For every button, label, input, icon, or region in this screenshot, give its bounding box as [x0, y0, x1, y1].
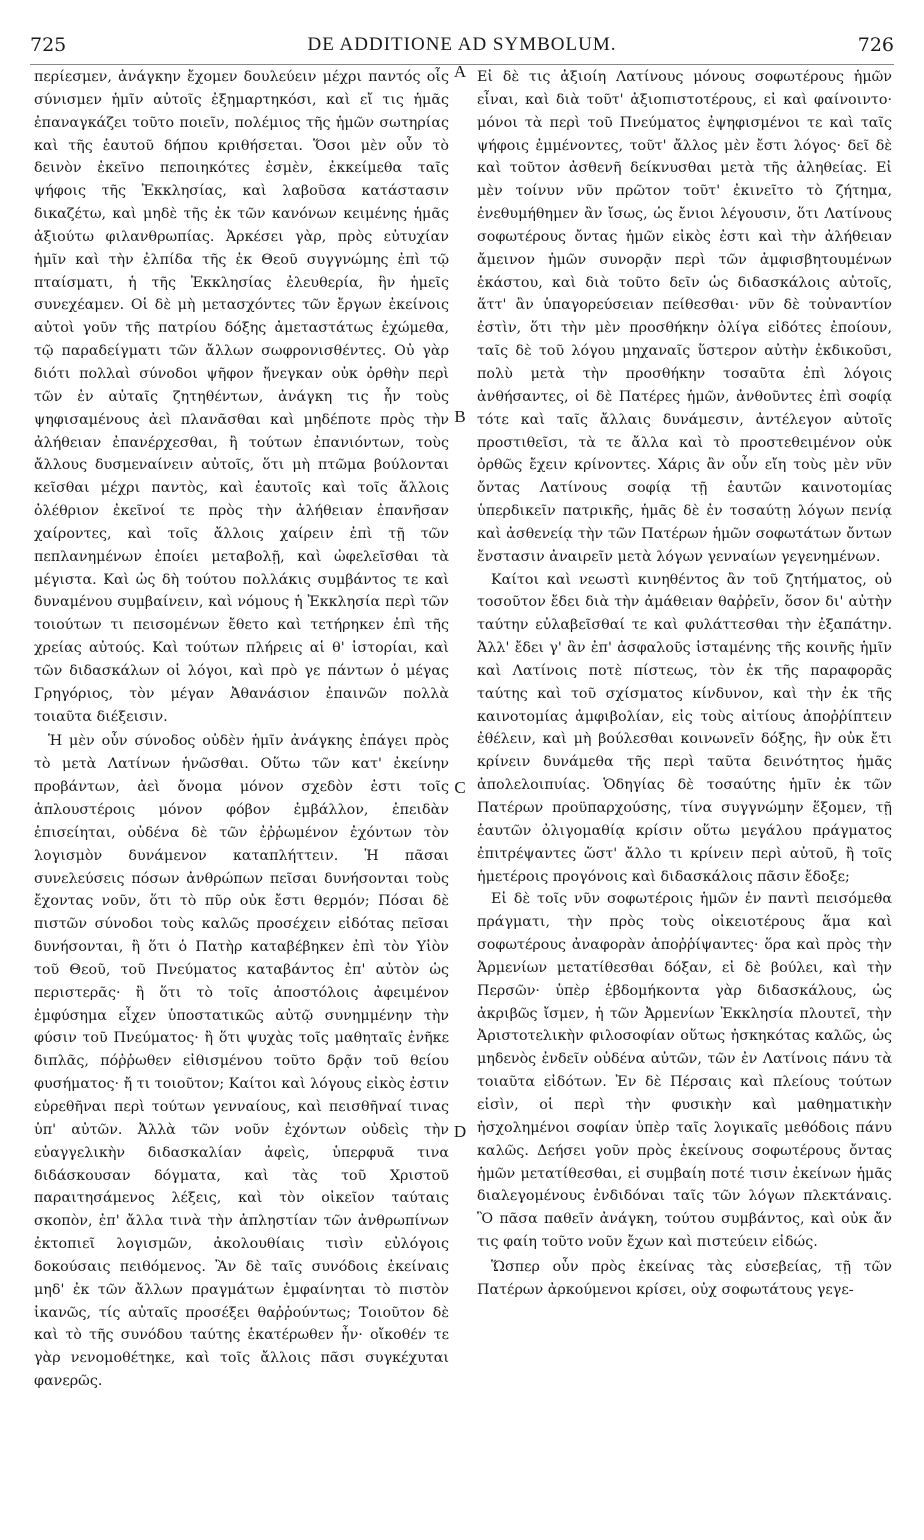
paragraph: Καίτοι καὶ νεωστὶ κινηθέντος ἂν τοῦ ζητήματος, οὐ τοσοῦτον ἔδει διὰ τὴν ἀμάθειαν θαῤῥεῖν, ὅσον δι' αὐτὴν ταύτην εὐλαβεῖσθαί τε καὶ φυλάττεσθαι τὴν ἐξαπάτην. Ἀλλ' ἔδει γ' ἂν ἐπ' ἀσφαλοῦς ἱσταμένης τῆς κοινῆς ἡμῖν καὶ Λατίνοις ποτὲ πίστεως, τὸν ἐκ τῆς παραφορᾶς ταύτης καὶ τοῦ σχίσματος κίνδυνον, καὶ τὴν ἐκ τῆς καινοτομίας ἀμφιβολίαν, εἰς τοὺς αἰτίους ἀποῤῥίπτειν ἐθέλειν, καὶ μὴ βούλεσθαι κοινωνεῖν δόξης, ἣν οὐκ ἔτι κρίνειν δυνάμεθα τῆς περὶ ταῦτα δεινότητος ἡμᾶς ἀπολελοιπυίας. Ὁδηγίας δὲ τοσαύτης ἡμῖν ἐκ τῶν Πατέρων προϋπαρχούσης, τίνα συγγνώμην ἕξομεν, τῇ ἑαυτῶν ὀλιγομαθίᾳ κρίσιν οὕτω μεγάλου πράγματος ἐπιτρέψαντες ὥστ' ἄλλο τι κρίνειν περὶ αὐτοῦ, ἢ τοῖς ἡμετέροις προγόνοις καὶ διδασκάλοις πᾶσιν ἔδοξε; — [477, 571, 892, 885]
margin-marker-d: D — [453, 1122, 467, 1141]
left-column — [34, 66, 449, 1393]
right-column — [477, 66, 892, 1302]
page-header — [30, 34, 894, 65]
margin-marker-a: A — [453, 62, 467, 81]
paragraph: Εἰ δὲ τις ἀξιοίη Λατίνους μόνους σοφωτέρους ἡμῶν εἶναι, καὶ διὰ τοῦτ' ἀξιοπιστοτέρους, εἰ καὶ φαίνοιντο· μόνοι τὰ περὶ τοῦ Πνεύματος ἐψηφισμένοι τε καὶ ταῖς ψήφοις ἐμμένοντες, τοῦτ' ἄλλος μὲν ἔστι λόγος· δεῖ δὲ καὶ τοῦτον ἀσθενῆ δείκνυσθαι μετὰ τῆς ἀληθείας. Εἰ μὲν τοίνυν νῦν πρῶτον τοῦτ' ἐκινεῖτο τὸ ζήτημα, ἐνεθυμήθημεν ἂν ἴσως, ὡς ἔνιοι λέγουσιν, ὅτι Λατίνους σοφωτέρους ὄντας ἡμῶν εἰκὸς ἐστι καὶ τὴν ἀλήθειαν ἄμεινον ἡμῶν συνορᾷν περὶ τῶν ἀμφισβητουμένων ἑκάστου, καὶ διὰ τοῦτο δεῖν ὡς διδασκάλοις αὐτοῖς, ἅττ' ἂν ὑπαγορεύσειαν πείθεσθαι· νῦν δὲ τοὐναντίον ἐστὶν, ὅτι τὴν μὲν προσθήκην ὀλίγα εἰδότες ἐποίουν, ταῖς δὲ τοῦ λόγου μηχαναῖς ὕστερον αὐτὴν ἐκδικοῦσι, πολὺ μετὰ τὴν προσθήκην τοσαῦτα ἐπὶ λόγοις ἀνθήσαντες, οἱ δὲ Πατέρες ἡμῶν, ἀνθοῦντες ἐπὶ σοφίᾳ τότε καὶ ταῖς ἄλλαις δυνάμεσιν, ἀντέλεγον αὐτοῖς προστιθεῖσι, τὰ τε ἄλλα καὶ τὸ προστεθειμένον οὐκ ὀρθῶς ἔχειν κρίνοντες. Χάρις ἂν οὖν εἴη τοὺς μὲν νῦν ὄντας Λατίνους σοφίᾳ τῇ ἑαυτῶν καινοτομίας ὑπερδικεῖν πατρικῆς, ἡμᾶς δὲ ἐν τοσαύτῃ λόγων πενίᾳ καὶ ἀσθενείᾳ τὴν τῶν Πατέρων ἡμῶν σοφωτάτων ὄντων ἔνστασιν ἀναιρεῖν μετὰ λόγων γενναίων γεγενημένων. — [477, 69, 892, 565]
margin-marker-c: C — [454, 778, 466, 797]
page-number-right: 726 — [857, 34, 894, 56]
margin-marker-b: B — [454, 407, 466, 426]
paragraph: Ὥσπερ οὖν πρὸς ἐκείνας τὰς εὐσεβείας, τῇ τῶν Πατέρων ἀρκούμενοι κρίσει, οὐχ σοφωτάτους γεγε- — [477, 1258, 892, 1298]
paragraph: Εἰ δὲ τοῖς νῦν σοφωτέροις ἡμῶν ἐν παντὶ πεισόμεθα πράγματι, τὴν πρὸς τοὺς οἰκειοτέρους ἅμα καὶ σοφωτέρους ἀναφορὰν ἀποῤῥίψαντες· ὅρα καὶ πρὸς τὴν Ἀρμενίων μετατίθεσθαι δόξαν, εἰ δὲ βούλει, καὶ τὴν Περσῶν· ὑπὲρ ἑβδομήκοντα γὰρ διδασκάλους, ὡς ἀκριβῶς ἴσμεν, ἡ τῶν Ἀρμενίων Ἐκκλησία πλουτεῖ, τὴν Ἀριστοτελικὴν φιλοσοφίαν οὕτως ἠσκηκότας καλῶς, ὡς μηδενὸς ἐνδεῖν οὐδένα αὐτῶν, τῶν ἐν Λατίνοις πάνυ τὰ τοιαῦτα εἰδότων. Ἐν δὲ Πέρσαις καὶ πλείους τούτων εἰσὶν, οἱ περὶ τὴν φυσικὴν καὶ μαθηματικὴν ἠσχολημένοι σοφίαν ὑπὲρ ταῖς λογικαῖς μεθόδοις πάνυ καλῶς. Δεήσει γοῦν πρὸς ἐκείνους σοφωτέρους ὄντας ἡμῶν μετατίθεσθαι, εἰ συμβαίη ποτέ τισιν ἐκείνων ἡμᾶς διαλεγομένους ἐνδιδόναι ταῖς τῶν λόγων πλεκτάναις. Ὃ πᾶσα παθεῖν ἀνάγκη, τούτου συμβάντος, καὶ οὐκ ἄν τις φαίη τοῦτο νοῦν ἔχων καὶ πιστεύειν εἰδώς. — [477, 891, 892, 1251]
page-number-left: 725 — [30, 34, 67, 56]
running-title: DE ADDITIONE AD SYMBOLUM. — [307, 34, 617, 55]
paragraph: Ἡ μὲν οὖν σύνοδος οὐδὲν ἡμῖν ἀνάγκης ἐπάγει πρὸς τὸ μετὰ Λατίνων ἡνῶσθαι. Οὕτω τῶν κατ' ἐκείνην προβάντων, ἀεὶ ὄνομα μόνον σχεδὸν ἐστι τοῖς ἁπλουστέροις μόνον φόβον ἐμβάλλον, ἐπειδὰν ἐπισείηται, οὐδένα δὲ τῶν ἐῤῥωμένον ἐχόντων τὸν λογισμὸν δυνάμενον καταπλήττειν. Ἡ πᾶσαι συνελεύσεις πόσων ἀνθρώπων πεῖσαι δυνήσονται τοὺς ἔχοντας νοῦν, ὅτι τὸ πῦρ οὐκ ἔστι θερμόν; Πόσαι δὲ πιστῶν σύνοδοι τοὺς καλῶς προσέχειν εἰδότας πεῖσαι δυνήσονται, ἢ ὅτι ὁ Πατὴρ καταβέβηκεν ἐπὶ τὸν Υἱὸν τοῦ Θεοῦ, τοῦ Πνεύματος καταβάντος ἐπ' αὐτὸν ὡς περιστερᾶς· ἢ ὅτι τὸ τοῖς ἀποστόλοις ἀφειμένον ἐμφύσημα εἶχεν ὑποστατικῶς αὐτῷ συνημμένην τὴν φύσιν τοῦ Πνεύματος· ἢ ὅτι ψυχὰς τοῖς μαθηταῖς ἐνῆκε διπλᾶς, πόῤῥωθεν εἰθισμένου τοῦτο δρᾷν τοῦ θείου φυσήματος· ἤ τι τοιοῦτον; Καίτοι καὶ λόγους εἰκὸς ἐστιν εὑρεθῆναι περὶ τούτων γενναίους, καὶ πεισθῆναί τινας ὑπ' αὐτῶν. Ἀλλὰ τῶν νοῦν ἐχόντων οὐδεὶς τὴν εὐαγγελικὴν διδασκαλίαν ἀφεὶς, ὑπερφυᾶ τινα διδάσκουσαν δόγματα, καὶ τὰς τοῦ Χριστοῦ παραιτησάμενος λέξεις, καὶ τὸν οἰκεῖον ταύταις σκοπὸν, ἐπ' ἄλλα τινὰ τὴν ἀπληστίαν τῶν ἀνθρωπίνων ἐκτοπιεῖ λογισμῶν, ἀκολουθίαις τισὶν εὐλόγοις δοκούσαις πειθόμενος. Ἂν δὲ ταῖς συνόδοις ἐκείναις μηδ' ἐκ τῶν ἄλλων πραγμάτων ἐμφαίνηται τὸ πιστὸν ἱκανῶς, τίς αὐταῖς προσέξει θαῤῥούντως; Τοιοῦτον δὲ καὶ τὸ τῆς συνόδου ταύτης ἑκατέρωθεν ἦν· οἴκοθέν τε γὰρ νενομοθέτηκε, καὶ τοῖς ἄλλοις πᾶσι συγκέχυται φανερῶς. — [34, 733, 449, 1390]
paragraph: περίεσμεν, ἀνάγκην ἔχομεν δουλεύειν μέχρι παντός οἷς σύνισμεν ἡμῖν αὐτοῖς ἐξημαρτηκόσι, καὶ εἴ τις ἡμᾶς ἐπαναγκάζει τοῦτο ποιεῖν, πολέμιος τῆς ἡμῶν σωτηρίας καὶ τῆς ἑαυτοῦ δήπου κριθήσεται. Ὅσοι μὲν οὖν τὸ δεινὸν ἐκεῖνο πεποιηκότες ἐσμὲν, ἐκκείμεθα ταῖς ψήφοις τῆς Ἐκκλησίας, καὶ λαβοῦσα κατάστασιν δικαζέτω, καὶ μηδὲ τῆς ἐκ τῶν κανόνων κειμένης ἡμᾶς ἀξιούτω φιλανθρωπίας. Ἀρκέσει γὰρ, πρὸς εὐτυχίαν ἡμῖν καὶ τὴν ἐλπίδα τῆς ἐκ Θεοῦ συγγνώμης ἐπὶ τῷ πταίσματι, ἡ τῆς Ἐκκλησίας ἐλευθερία, ἣν ἡμεῖς συνεχέαμεν. Οἱ δὲ μὴ μετασχόντες τῶν ἔργων ἐκείνοις αὐτοὶ γοῦν τῆς πατρίου δόξης ἀμεταστάτως ἐχώμεθα, τῷ παραδείγματι τῶν ἄλλων σωφρονισθέντες. Οὐ γὰρ διότι πολλαὶ σύνοδοι ψῆφον ἤνεγκαν οὐκ ὀρθὴν περὶ τῶν ἐν αὐταῖς ζητηθέντων, ἀνάγκη τις ἦν τοὺς ψηφισαμένους ἀεὶ πλανᾶσθαι καὶ μηδέποτε πρὸς τὴν ἀλήθειαν ἐπανέρχεσθαι, ἢ τούτων ἐπανιόντων, τοὺς ἄλλους δυσμεναίνειν αὐτοῖς, ὅτι μὴ πτῶμα βούλονται κεῖσθαι μέχρι παντὸς, καὶ ἑαυτοῖς καὶ τοῖς ἄλλοις ὀλέθριον ἐκεῖνοί τε πρὸς τὴν ἀλήθειαν ἐπανῆσαν χαίροντες, καὶ τοῖς ἄλλοις χαίρειν ἐπὶ τῇ τῶν πεπλανημένων ἐποίει μεταβολῇ, καὶ ὠφελεῖσθαι τὰ μέγιστα. Καὶ ὡς δὴ τούτου πολλάκις συμβάντος τε καὶ δυναμένου συμβαίνειν, καὶ νόμους ἡ Ἐκκλησία περὶ τῶν τοιούτων τι πεισομένων ἔθετο καὶ τετήρηκεν ἐπὶ τῆς χρείας αὐτούς. Καὶ τούτων πλήρεις αἱ θ' ἱστορίαι, καὶ τῶν διδασκάλων οἱ λόγοι, καὶ πρὸ γε πάντων ὁ μέγας Γρηγόριος, τὸν μέγαν Ἀθανάσιον ἐπαινῶν πολλὰ τοιαῦτα διέξεισιν. — [34, 69, 449, 725]
